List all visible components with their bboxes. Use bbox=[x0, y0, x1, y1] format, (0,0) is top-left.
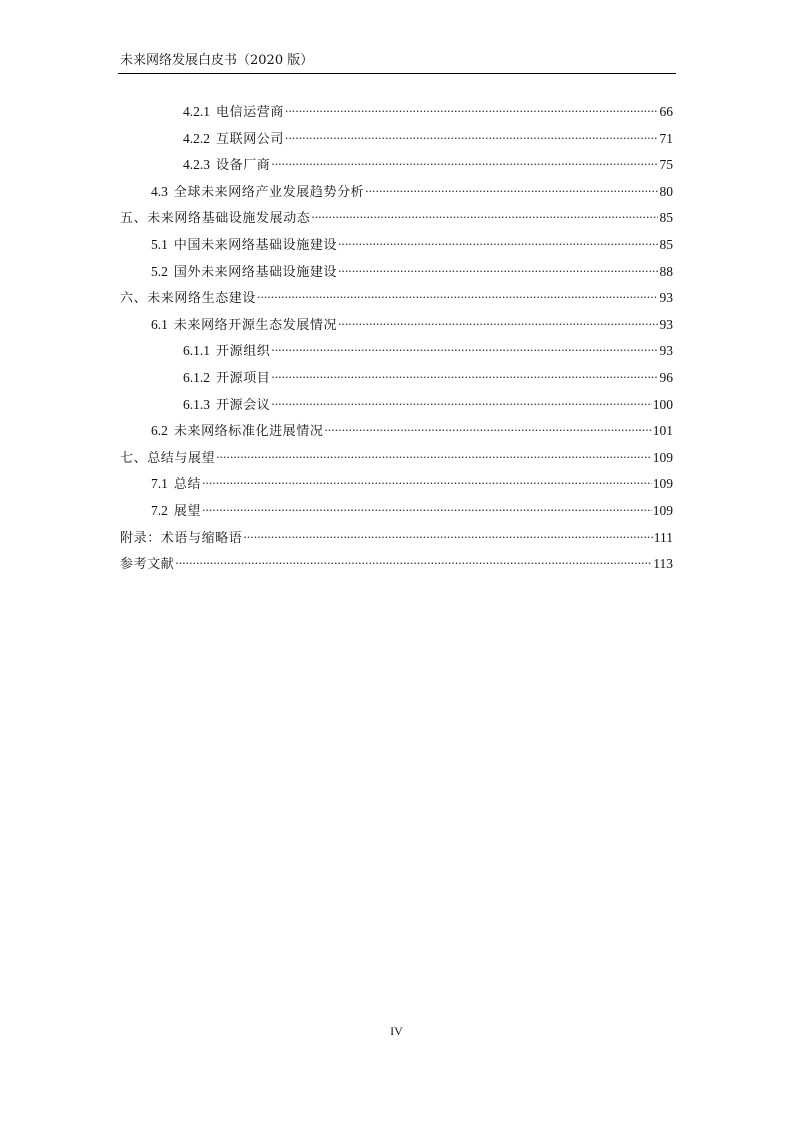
dot-leader bbox=[271, 155, 658, 169]
dot-leader bbox=[311, 208, 658, 222]
toc-entry[interactable] bbox=[120, 261, 673, 288]
toc-entry-page: 113 bbox=[653, 556, 673, 572]
document-title: 未来网络发展白皮书（2020 版） bbox=[120, 53, 314, 68]
toc-entry-page: 100 bbox=[652, 396, 673, 412]
toc-entry-page: 93 bbox=[659, 316, 673, 332]
toc-entry-page: 111 bbox=[653, 529, 673, 545]
dot-leader bbox=[216, 448, 652, 462]
page-number: IV bbox=[390, 1024, 403, 1038]
toc-entry-page: 88 bbox=[659, 263, 673, 279]
toc-entry-page: 96 bbox=[659, 369, 673, 385]
toc-entry-label: 未来网络标准化进展情况 bbox=[173, 424, 324, 440]
dot-leader bbox=[338, 235, 658, 249]
toc-entry-label: 互联网公司 bbox=[216, 131, 285, 147]
toc-entry-page: 93 bbox=[659, 343, 673, 359]
toc-entry-label: 设备厂商 bbox=[216, 158, 271, 174]
toc-entry-number: 4.2.1 bbox=[183, 104, 210, 119]
toc-entry-label: 开源项目 bbox=[216, 370, 271, 386]
toc-entry-label: 总结 bbox=[173, 477, 202, 493]
toc-entry-number: 7.2 bbox=[151, 502, 168, 518]
toc-entry[interactable] bbox=[120, 420, 673, 447]
toc-entry-number: 4.3 bbox=[151, 183, 168, 199]
dot-leader bbox=[338, 315, 658, 329]
toc-entry[interactable] bbox=[120, 207, 673, 234]
dot-leader bbox=[324, 421, 651, 435]
toc-entry-label: 六、未来网络生态建设 bbox=[120, 291, 257, 307]
toc-entry-page: 85 bbox=[659, 236, 673, 252]
toc-entry-number: 5.1 bbox=[151, 236, 168, 252]
toc-entry-label: 五、未来网络基础设施发展动态 bbox=[120, 211, 311, 227]
toc-entry-label: 未来网络开源生态发展情况 bbox=[173, 317, 338, 333]
table-of-contents bbox=[120, 101, 673, 580]
toc-entry[interactable] bbox=[120, 287, 673, 314]
toc-entry-label: 中国未来网络基础设施建设 bbox=[173, 237, 338, 253]
toc-entry-number: 5.2 bbox=[151, 263, 168, 279]
toc-entry[interactable] bbox=[120, 181, 673, 208]
toc-entry-page: 109 bbox=[652, 449, 673, 465]
toc-entry[interactable] bbox=[120, 500, 673, 527]
toc-entry[interactable] bbox=[120, 101, 673, 128]
dot-leader bbox=[202, 474, 652, 488]
toc-entry-number: 6.1.3 bbox=[183, 396, 210, 412]
toc-entry[interactable] bbox=[120, 314, 673, 341]
toc-entry[interactable] bbox=[120, 473, 673, 500]
toc-entry[interactable] bbox=[120, 527, 673, 554]
toc-entry[interactable] bbox=[120, 553, 673, 580]
toc-entry-number: 4.2.2 bbox=[183, 130, 210, 146]
toc-entry-number: 6.1.2 bbox=[183, 369, 210, 385]
dot-leader bbox=[365, 182, 658, 196]
toc-entry-label: 开源组织 bbox=[216, 344, 271, 360]
toc-entry-label: 参考文献 bbox=[120, 557, 175, 573]
toc-entry-number: 6.2 bbox=[151, 423, 168, 439]
toc-entry[interactable] bbox=[120, 340, 673, 367]
toc-entry-label: 展望 bbox=[173, 503, 202, 519]
toc-entry-page: 71 bbox=[659, 130, 673, 146]
toc-entry-label: 附录：术语与缩略语 bbox=[120, 530, 243, 546]
toc-entry[interactable] bbox=[120, 394, 673, 421]
toc-entry[interactable] bbox=[120, 447, 673, 474]
toc-entry-page: 80 bbox=[659, 183, 673, 199]
toc-entry-page: 75 bbox=[659, 157, 673, 173]
dot-leader bbox=[257, 288, 658, 302]
toc-entry-number: 6.1 bbox=[151, 316, 168, 332]
toc-entry-page: 109 bbox=[652, 502, 673, 518]
dot-leader bbox=[271, 395, 651, 409]
toc-entry[interactable] bbox=[120, 367, 673, 394]
toc-entry-page: 93 bbox=[659, 290, 673, 306]
toc-entry-page: 85 bbox=[659, 210, 673, 226]
header-rule bbox=[118, 73, 676, 74]
toc-entry-number: 6.1.1 bbox=[183, 343, 210, 359]
toc-entry-page: 101 bbox=[652, 423, 673, 439]
dot-leader bbox=[271, 341, 658, 355]
toc-entry-number: 7.1 bbox=[151, 476, 168, 492]
toc-entry[interactable] bbox=[120, 128, 673, 155]
toc-entry-label: 电信运营商 bbox=[216, 105, 285, 120]
toc-entry-page: 66 bbox=[659, 104, 673, 119]
toc-entry-label: 七、总结与展望 bbox=[120, 450, 216, 466]
dot-leader bbox=[285, 102, 658, 116]
dot-leader bbox=[271, 368, 658, 382]
dot-leader bbox=[202, 501, 652, 515]
toc-entry-page: 109 bbox=[652, 476, 673, 492]
toc-entry[interactable] bbox=[120, 154, 673, 181]
toc-entry-label: 国外未来网络基础设施建设 bbox=[173, 264, 338, 280]
toc-entry-label: 全球未来网络产业发展趋势分析 bbox=[173, 184, 365, 200]
toc-entry-label: 开源会议 bbox=[216, 397, 271, 413]
toc-entry[interactable] bbox=[120, 234, 673, 261]
dot-leader bbox=[243, 528, 652, 542]
dot-leader bbox=[285, 129, 658, 143]
running-header bbox=[118, 52, 676, 74]
toc-entry-number: 4.2.3 bbox=[183, 157, 210, 173]
dot-leader bbox=[175, 554, 652, 568]
dot-leader bbox=[338, 262, 658, 276]
